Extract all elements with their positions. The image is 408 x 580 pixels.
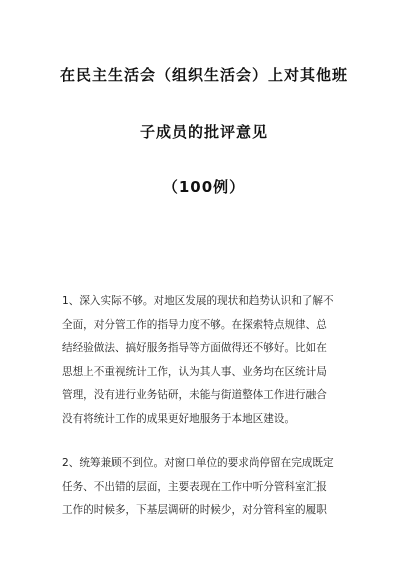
paragraph-line: 思想上不重视统计工作，认为其人事、业务均在区统计局 (62, 365, 327, 378)
paragraph-line: 全面，对分管工作的指导力度不够。在探索特点规律、总 (62, 318, 327, 331)
paragraph-line: 工作的时候多，下基层调研的时候少，对分管科室的履职 (62, 504, 327, 517)
paragraph-line: 1、深入实际不够。对地区发展的现状和趋势认识和了解不 (62, 295, 334, 307)
paragraph-line: 没有将统计工作的成果更好地服务于本地区建设。 (62, 412, 296, 425)
paragraph-line: 任务、不出错的层面，主要表现在工作中听分管科室汇报 (62, 480, 327, 493)
paragraph-line: 结经验做法、搞好服务指导等方面做得还不够好。比如在 (62, 342, 327, 355)
document-title-line-2: 子成员的批评意见 (139, 123, 268, 141)
paragraph-line: 管理，没有进行业务钻研，未能与街道整体工作进行融合 (62, 389, 327, 402)
paragraph-line: 2、统筹兼顾不到位。对窗口单位的要求尚停留在完成既定 (62, 457, 334, 469)
paragraph-1 (62, 290, 362, 432)
document-subtitle-count: （100例） (162, 178, 246, 196)
document-title-line-1: 在民主生活会（组织生活会）上对其他班 (59, 66, 348, 84)
paragraph-2 (62, 452, 362, 523)
